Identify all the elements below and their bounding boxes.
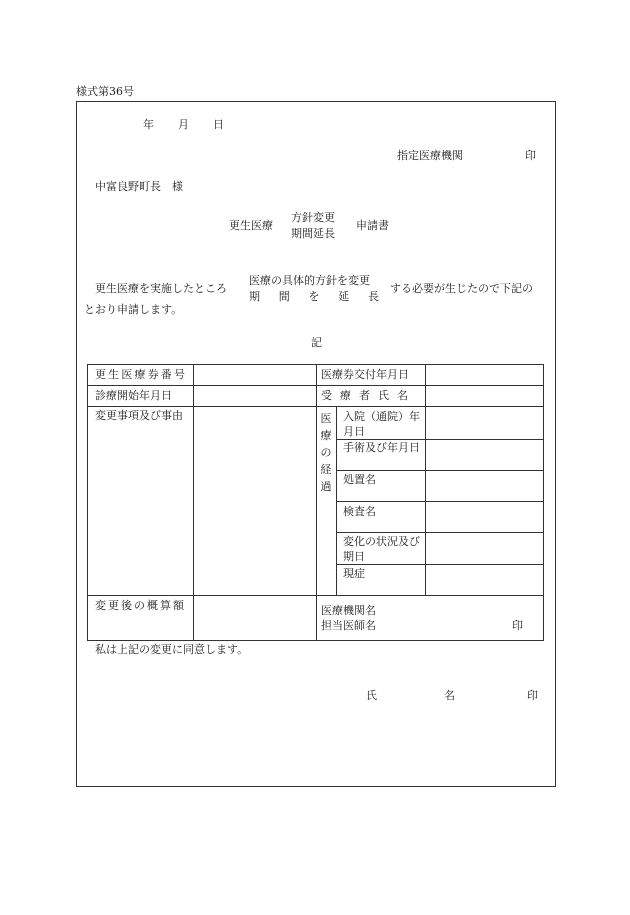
body-part1: 更生医療を実施したところ (95, 282, 227, 295)
issue-date-label: 医療券交付年月日 (321, 368, 409, 381)
current-label: 現症 (343, 567, 365, 580)
title-suffix: 申請書 (356, 219, 389, 232)
signature-mei: 名 (444, 689, 455, 702)
addressee: 中富良野町長 様 (95, 180, 183, 193)
cert-number-label: 更 生 医 療 券 番 号 (95, 368, 185, 381)
table-rule (425, 406, 426, 595)
exam-label: 検査名 (343, 505, 376, 518)
reason-label: 変更事項及び事由 (95, 409, 183, 422)
institution-label: 指定医療機関 (397, 149, 463, 162)
body-option-extend: 期 間 を 延 長 (249, 290, 379, 303)
title-option-extend: 期間延長 (291, 227, 335, 240)
patient-name-label: 受療者氏名 (321, 389, 416, 402)
institution-seal: 印 (525, 149, 536, 162)
institution-name-label: 医療機関名 (321, 604, 376, 617)
doctor-seal: 印 (512, 619, 523, 632)
date-month: 月 (178, 118, 189, 131)
date-year: 年 (143, 118, 154, 131)
body-part2: する必要が生じたので下記の (390, 282, 533, 295)
signature-seal: 印 (527, 689, 538, 702)
title-prefix: 更生医療 (229, 219, 273, 232)
change-label: 変化の状況及び期日 (343, 535, 420, 563)
surgery-label: 手術及び年月日 (343, 441, 420, 454)
signature-shi: 氏 (366, 689, 377, 702)
cost-label: 変更後の概算額 (95, 599, 186, 612)
table-rule (193, 364, 194, 641)
ki-heading: 記 (311, 336, 322, 349)
title-option-change: 方針変更 (291, 211, 335, 224)
table-rule (316, 364, 317, 641)
form-number: 様式第36号 (76, 85, 134, 98)
table-rule (336, 564, 544, 565)
body-option-change: 医療の具体的方針を変更 (249, 274, 370, 287)
body-line2: とおり申請します。 (84, 303, 183, 316)
table-rule (336, 501, 544, 502)
treatment-label: 処置名 (343, 473, 376, 486)
course-label: 医療の経過 (320, 412, 332, 493)
date-day: 日 (213, 118, 224, 131)
consent-text: 私は上記の変更に同意します。 (95, 643, 249, 656)
start-date-label: 診療開始年月日 (95, 389, 172, 402)
table-rule (425, 364, 426, 406)
table-rule (336, 532, 544, 533)
doctor-label: 担当医師名 (321, 619, 376, 632)
table-rule (336, 406, 337, 595)
admission-label: 入院（通院）年月日 (343, 410, 420, 438)
table-rule (336, 470, 544, 471)
